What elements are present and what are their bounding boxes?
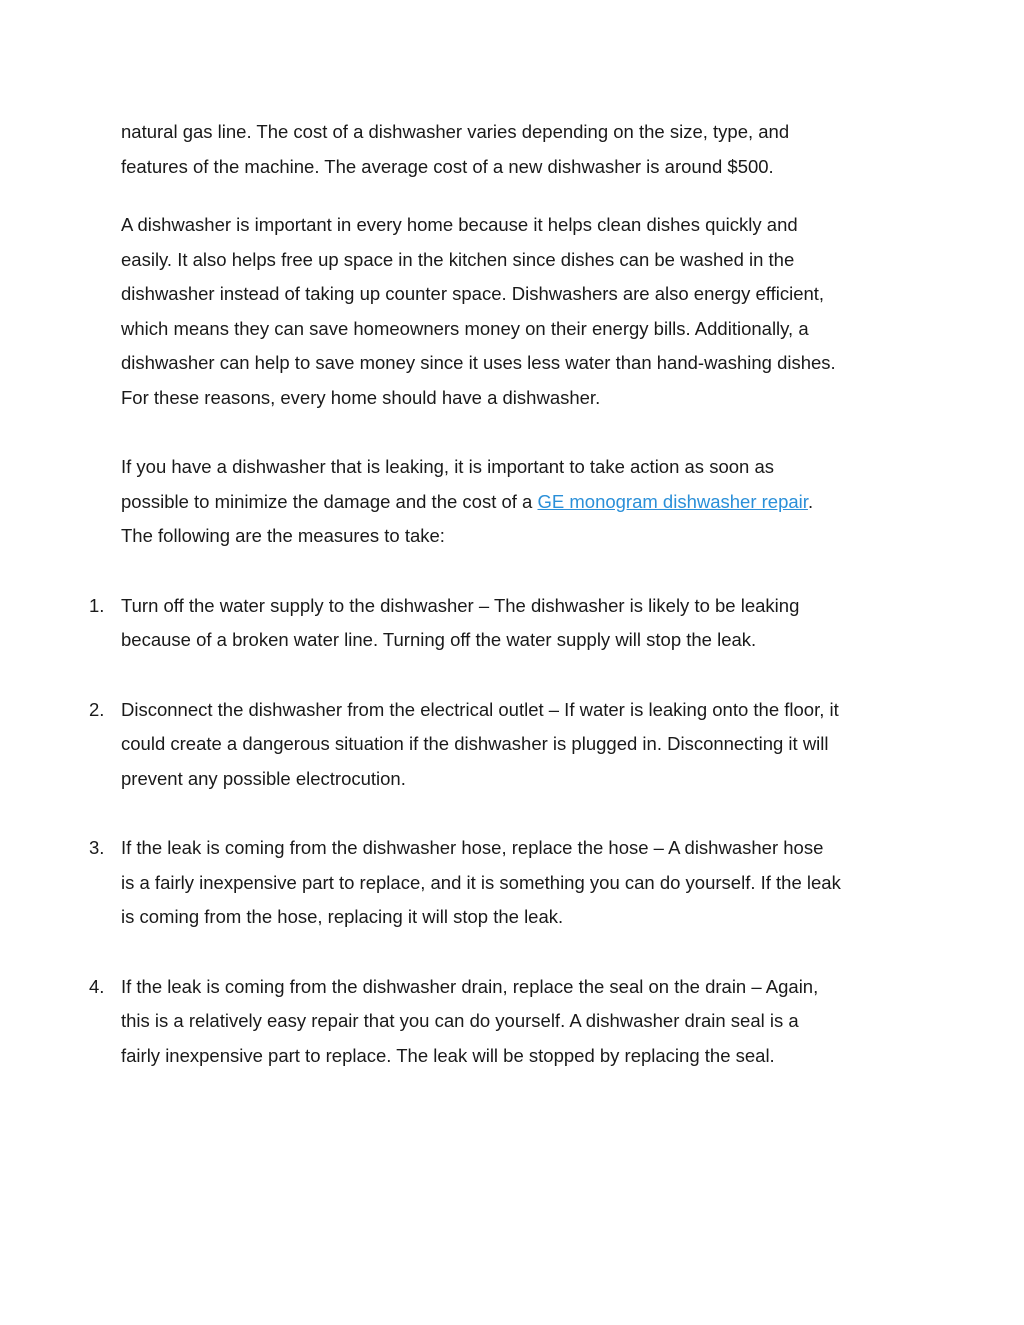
importance-line-5: dishwasher can help to save money since it uses less water than hand-washing dishes. [121, 352, 836, 373]
step-4-number: 4. [89, 976, 105, 997]
step-4-line-3: fairly inexpensive part to replace. The leak will be stopped by replacing the seal. [121, 1045, 775, 1066]
step-2-number: 2. [89, 699, 105, 720]
step-1-line-2: because of a broken water line. Turning off the water supply will stop the leak. [121, 629, 757, 650]
leaking-line-1: If you have a dishwasher that is leaking, it is important to take action as soon as [121, 456, 774, 477]
leaking-line-2 [121, 491, 813, 513]
step-3-line-1: If the leak is coming from the dishwasher hose, replace the hose – A dishwasher hose [121, 837, 824, 858]
step-4-line-1: If the leak is coming from the dishwasher drain, replace the seal on the drain – Again, [121, 976, 819, 997]
importance-line-3: dishwasher instead of taking up counter space. Dishwashers are also energy efficient, [121, 283, 825, 304]
step-3-number: 3. [89, 837, 105, 858]
importance-line-6: For these reasons, every home should have a dishwasher. [121, 387, 601, 408]
step-3-line-3: is coming from the hose, replacing it will stop the leak. [121, 906, 564, 927]
leaking-line-2-text: possible to minimize the damage and the cost of a [121, 491, 538, 512]
step-4-line-2: this is a relatively easy repair that you can do yourself. A dishwasher drain seal is a [121, 1010, 799, 1031]
importance-line-1: A dishwasher is important in every home because it helps clean dishes quickly and [121, 214, 798, 235]
step-2-line-3: prevent any possible electrocution. [121, 768, 406, 789]
importance-line-4: which means they can save homeowners money on their energy bills. Additionally, a [121, 318, 809, 339]
leaking-line-2-period: . [807, 491, 814, 512]
intro-line-2: features of the machine. The average cost of a new dishwasher is around $500. [121, 156, 774, 177]
step-1-line-1: Turn off the water supply to the dishwasher – The dishwasher is likely to be leaking [121, 595, 800, 616]
step-1-number: 1. [89, 595, 105, 616]
importance-line-2: easily. It also helps free up space in the kitchen since dishes can be washed in the [121, 249, 795, 270]
leaking-line-3: The following are the measures to take: [121, 525, 445, 546]
step-2-line-2: could create a dangerous situation if the dishwasher is plugged in. Disconnecting it will [121, 733, 829, 754]
step-2-line-1: Disconnect the dishwasher from the electrical outlet – If water is leaking onto the floor, it [121, 699, 839, 720]
step-3-line-2: is a fairly inexpensive part to replace, and it is something you can do yourself. If the leak [121, 872, 841, 893]
intro-line-1: natural gas line. The cost of a dishwasher varies depending on the size, type, and [121, 121, 790, 142]
ge-monogram-repair-link[interactable]: GE monogram dishwasher repair [537, 491, 808, 512]
